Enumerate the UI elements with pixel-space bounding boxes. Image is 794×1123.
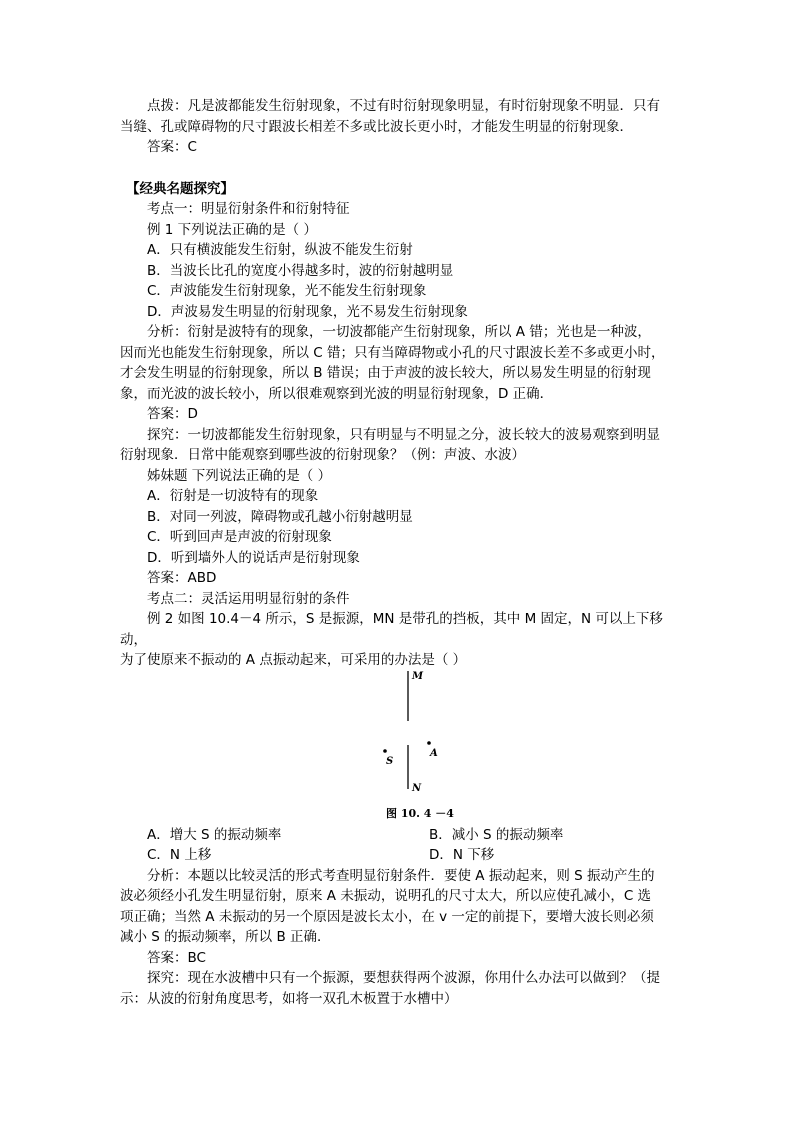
- kp2-title: 考点二：灵活运用明显衍射的条件: [147, 590, 350, 607]
- label-n: N: [412, 782, 422, 794]
- kp1-option-d: D．声波易发生明显的衍射现象，光不易发生衍射现象: [147, 303, 468, 320]
- kp2-option-d: D．N 下移: [429, 847, 495, 863]
- kp2-answer: 答案：BC: [147, 949, 206, 966]
- kp1-explore-1: 探究：一切波都能发生衍射现象，只有明显与不明显之分，波长较大的波易观察到明显: [147, 426, 660, 443]
- kp2-options-row-1: [120, 825, 675, 846]
- kp1-analysis-1: 分析：衍射是波特有的现象，一切波都能产生衍射现象，所以 A 错；光也是一种波，: [147, 324, 651, 340]
- kp1-option-b: B．当波长比孔的宽度小得越多时，波的衍射越明显: [147, 262, 454, 279]
- label-a: A: [430, 747, 438, 759]
- kp1-answer: 答案：D: [147, 406, 198, 422]
- kp2-question-2: 为了使原来不振动的 A 点振动起来，可采用的办法是（ ）: [120, 652, 467, 668]
- kp2-question-1: 例 2 如图 10.4－4 所示，S 是振源，MN 是带孔的挡板，其中 M 固定，N 可以上下移动，: [120, 611, 663, 648]
- kp2-analysis-2: 波必须经小孔发生明显衍射，原来 A 未振动，说明孔的尺寸太大，所以应使孔减小，C 选: [120, 888, 652, 904]
- section-title: 【经典名题探究】: [126, 180, 234, 197]
- kp2-option-b: B．减小 S 的振动频率: [429, 826, 564, 843]
- sister-answer: 答案：ABD: [147, 570, 217, 586]
- kp2-explore-2: 示：从波的衍射角度思考，如将一双孔木板置于水槽中）: [120, 990, 458, 1007]
- tip-line-2: 当缝、孔或障碍物的尺寸跟波长相差不多或比波长更小时，才能发生明显的衍射现象．: [120, 118, 633, 135]
- kp1-option-a: A．只有横波能发生衍射，纵波不能发生衍射: [147, 242, 413, 258]
- kp2-explore-1: 探究：现在水波槽中只有一个振源，要想获得两个波源，你用什么办法可以做到？（提: [147, 970, 660, 986]
- kp2-analysis-4: 减小 S 的振动频率，所以 B 正确．: [120, 929, 331, 945]
- sister-option-a: A．衍射是一切波特有的现象: [147, 488, 319, 504]
- source-s-dot: [383, 749, 387, 753]
- sister-option-c: C．听到回声是声波的衍射现象: [147, 529, 332, 545]
- kp1-analysis-3: 才会发生明显的衍射现象，所以 B 错误；由于声波的波长较大，所以易发生明显的衍射现: [120, 365, 651, 381]
- kp1-option-c: C．声波能发生衍射现象，光不能发生衍射现象: [147, 283, 427, 299]
- figure-caption: 图 10. 4 －4: [386, 806, 454, 820]
- kp2-analysis-1: 分析：本题以比较灵活的形式考查明显衍射条件．要使 A 振动起来，则 S 振动产生的: [147, 867, 655, 884]
- kp1-analysis-2: 因而光也能发生衍射现象，所以 C 错；只有当障碍物或小孔的尺寸跟波长差不多或更小时，: [120, 344, 665, 361]
- label-s: S: [386, 755, 394, 767]
- page-content: [120, 96, 675, 1009]
- tip-line-1: 点拨：凡是波都能发生衍射现象，不过有时衍射现象明显，有时衍射现象不明显．只有: [147, 98, 660, 114]
- sister-question: 姊妹题 下列说法正确的是（ ）: [147, 467, 332, 484]
- kp1-explore-2: 衍射现象．日常中能观察到哪些波的衍射现象？（例：声波、水波）: [120, 447, 525, 463]
- tip-answer: 答案：C: [147, 139, 197, 155]
- sister-option-d: D．听到墙外人的说话声是衍射现象: [147, 549, 360, 566]
- kp1-title: 考点一：明显衍射条件和衍射特征: [147, 201, 350, 217]
- kp1-question: 例 1 下列说法正确的是（ ）: [147, 221, 317, 238]
- kp2-analysis-3: 项正确；当然 A 未振动的另一个原因是波长太小，在 v 一定的前提下，要增大波长则必须: [120, 908, 654, 925]
- kp1-analysis-4: 象，而光波的波长较小，所以很难观察到光波的明显衍射现象，D 正确．: [120, 385, 554, 402]
- point-a-dot: [427, 741, 431, 745]
- kp2-options-row-2: [120, 845, 675, 866]
- kp2-option-a: A．增大 S 的振动频率: [147, 826, 282, 843]
- barrier-diagram: [120, 671, 675, 821]
- kp2-option-c: C．N 上移: [147, 847, 212, 863]
- figure-10-4-4: [120, 671, 675, 821]
- label-m: M: [412, 670, 424, 682]
- sister-option-b: B．对同一列波，障碍物或孔越小衍射越明显: [147, 508, 413, 525]
